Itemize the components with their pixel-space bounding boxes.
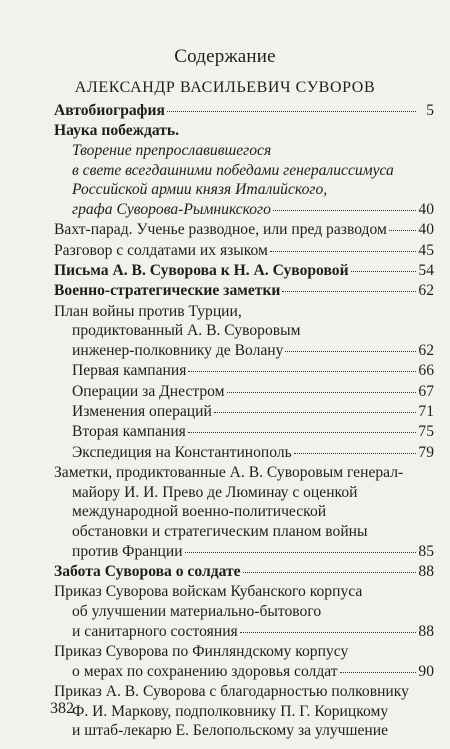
toc-entry-page: 67 (418, 382, 434, 400)
toc-entry[interactable] (54, 121, 434, 219)
author-heading: АЛЕКСАНДР ВАСИЛЬЕВИЧ СУВОРОВ (74, 79, 376, 96)
toc-entry-title: Российской армии князя Италийского, (72, 181, 328, 199)
toc-entry-title: Вахт-парад. Ученье разводное, или пред разводом (54, 221, 387, 239)
toc-entry[interactable] (54, 402, 434, 422)
toc-entry[interactable] (54, 220, 434, 240)
toc-entry-line (54, 101, 434, 121)
toc-entry-line (54, 341, 434, 361)
toc-entry-line (54, 582, 434, 602)
toc-entry-line (54, 602, 434, 622)
dot-leader (285, 351, 416, 352)
toc-entry-title: Заметки, продиктованные А. В. Суворовым генерал- (54, 464, 404, 482)
toc-entry[interactable] (54, 361, 434, 381)
toc-entry-line (54, 642, 434, 662)
toc-entry[interactable] (54, 642, 434, 681)
toc-entry-line (54, 200, 434, 220)
page-title: Содержание (174, 46, 276, 67)
toc-entry-title: Письма А. В. Суворова к Н. А. Суворовой (54, 261, 349, 279)
toc-entry-line (54, 161, 434, 181)
toc-entry-line (54, 463, 434, 483)
toc-entry[interactable] (54, 422, 434, 442)
dot-leader (340, 672, 416, 673)
toc-entry-line (54, 443, 434, 463)
toc-entry[interactable] (54, 582, 434, 641)
toc-entry-title: Приказ Суворова по Финляндскому корпусу (54, 642, 349, 660)
toc-entry-line (54, 682, 434, 702)
toc-entry[interactable] (54, 241, 434, 261)
toc-entry[interactable] (54, 101, 434, 121)
toc-entry-title: графа Суворова-Рымникского (72, 200, 271, 218)
dot-leader (270, 251, 416, 252)
toc-entry-line (54, 361, 434, 381)
toc-entry-line (54, 422, 434, 442)
toc-entry-line (54, 121, 434, 141)
toc-entry[interactable] (54, 682, 434, 741)
toc-entry-line (54, 522, 434, 542)
dot-leader (389, 230, 416, 231)
toc-entry[interactable] (54, 281, 434, 301)
toc-entry-title: Операции за Днестром (72, 382, 225, 400)
toc-entry-line (54, 220, 434, 240)
toc-entry-line (54, 562, 434, 582)
dot-leader (214, 412, 416, 413)
toc-entry[interactable] (54, 443, 434, 463)
dot-leader (240, 632, 416, 633)
toc-entry-title: Ф. И. Маркову, подполковнику П. Г. Корицкому (72, 702, 389, 720)
toc-entry-title: Экспедиция на Константинополь (72, 443, 292, 461)
toc-entry-title: Вторая кампания (72, 423, 186, 441)
toc-entry-title: Приказ Суворова войскам Кубанского корпуса (54, 583, 363, 601)
dot-leader (282, 291, 416, 292)
toc-entry-line (54, 382, 434, 402)
toc-entry-line (54, 141, 434, 161)
toc-entry-line (54, 483, 434, 503)
toc-entry-page: 5 (426, 102, 434, 119)
toc-entry-title: и санитарного состояния (72, 622, 238, 640)
toc-entry-line (54, 402, 434, 422)
toc-entry[interactable] (54, 302, 434, 361)
toc-entry-page: 54 (418, 261, 434, 279)
dot-leader (273, 210, 416, 211)
toc-entry-page: 62 (418, 341, 434, 359)
toc-entry-title: Разговор с солдатами их языком (54, 241, 268, 259)
toc-entry-title: Военно-стратегические заметки (54, 282, 281, 300)
toc-entry-title: и штаб-лекарю Е. Белопольскому за улучшение (72, 722, 389, 740)
toc-entry-title: Наука побеждать. (54, 122, 180, 140)
toc-entry-page: 71 (418, 403, 434, 421)
toc-entry-page: 40 (418, 221, 434, 239)
toc-entry-title: Забота Суворова о солдате (54, 563, 241, 581)
toc-entry-line (54, 321, 434, 341)
dot-leader (351, 271, 416, 272)
toc-entry[interactable] (54, 261, 434, 281)
toc-entry-line (54, 241, 434, 261)
page-number: 382 (50, 700, 74, 717)
toc-entry-page: 88 (418, 563, 434, 581)
dot-leader (294, 453, 416, 454)
dot-leader (188, 432, 416, 433)
dot-leader (243, 572, 416, 573)
toc-entry-title: План войны против Турции, (54, 302, 242, 320)
toc-entry-title: Автобиография (54, 102, 165, 119)
toc-entry-page: 85 (418, 542, 434, 560)
toc-entry-title: о мерах по сохранению здоровья солдат (72, 662, 338, 680)
toc-entry-line (54, 281, 434, 301)
dot-leader (188, 371, 416, 372)
toc-entry-title: обстановки и стратегическим планом войны (72, 523, 368, 541)
toc-entry-title: об улучшении материально-бытового (72, 603, 322, 620)
toc-entry-title: Изменения операций (72, 403, 212, 421)
toc-entry-line (54, 702, 434, 722)
toc-entry-line (54, 622, 434, 642)
toc-entry-line (54, 302, 434, 322)
toc-entry-title: Первая кампания (72, 362, 187, 380)
toc-entry-line (54, 542, 434, 562)
toc-entry-title: инженер-полковнику де Волану (72, 341, 284, 359)
toc-entry-line (54, 662, 434, 682)
toc-entry-line (54, 502, 434, 522)
toc-entry-line (54, 261, 434, 281)
toc-entry-page: 62 (418, 282, 434, 300)
toc-entry-title: в свете всегдашними победами генералиссимуса (72, 161, 394, 179)
toc-entry-title: майору И. И. Прево де Люминау с оценкой (72, 483, 358, 501)
toc-entry-page: 90 (418, 662, 434, 680)
toc-entry[interactable] (54, 382, 434, 402)
toc-entry-title: продиктованный А. В. Суворовым (72, 322, 301, 340)
toc-entry-page: 79 (418, 443, 434, 461)
toc-entry-title: международной военно-политической (72, 503, 327, 521)
toc-entry-page: 75 (418, 423, 434, 441)
toc-entry-line (54, 180, 434, 200)
toc-entry-title: Творение препрославившегося (72, 141, 272, 159)
dot-leader (167, 111, 416, 112)
toc-entry-page: 66 (418, 362, 434, 380)
dot-leader (227, 392, 416, 393)
toc-entry-line (54, 721, 434, 741)
toc-entry[interactable] (54, 463, 434, 561)
toc-entry-title: Приказ А. В. Суворова с благодарностью полковнику (54, 682, 409, 700)
dot-leader (185, 552, 416, 553)
toc-entry-page: 88 (418, 622, 434, 640)
toc-entry-page: 40 (418, 200, 434, 218)
toc-entry-page: 45 (418, 241, 434, 259)
toc-entry-title: против Франции (72, 542, 183, 560)
toc-entry[interactable] (54, 562, 434, 582)
table-of-contents (54, 101, 434, 742)
